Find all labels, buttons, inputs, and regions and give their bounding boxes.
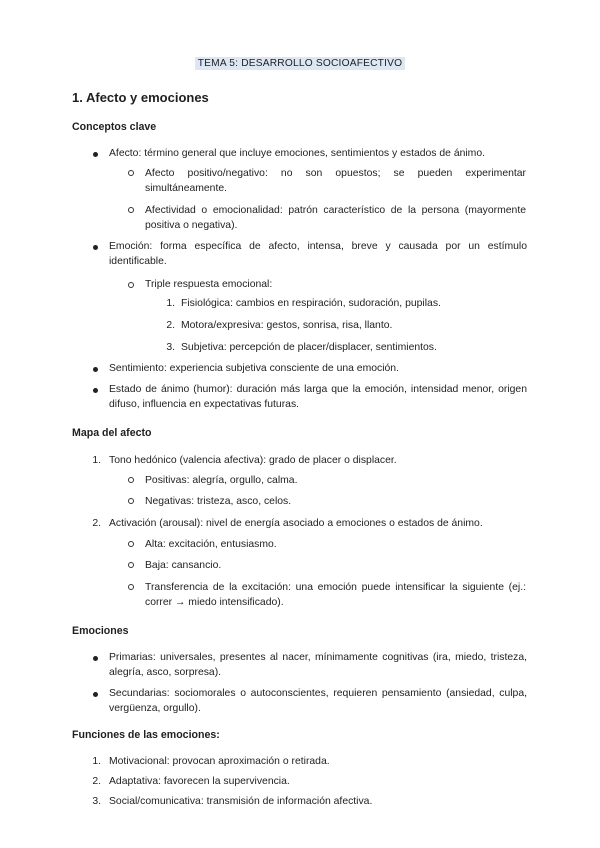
- conceptos-heading: Conceptos clave: [72, 121, 157, 133]
- emociones-heading: Emociones: [72, 625, 129, 637]
- list-number: 2.: [92, 776, 101, 787]
- list-number: 1.: [92, 455, 101, 466]
- circle-bullet-icon: [128, 541, 134, 547]
- secundarias-text: Secundarias: sociomorales o autoconscientes, requieren pensamiento (ansiedad, culpa, vergüenza, orgullo).: [109, 688, 527, 714]
- bullet-icon: [93, 656, 98, 661]
- triple-item: Subjetiva: percepción de placer/displacer, sentimientos.: [181, 342, 437, 353]
- tono-sub: Positivas: alegría, orgullo, calma.: [145, 475, 298, 486]
- afecto-text: Afecto: término general que incluye emociones, sentimientos y estados de ánimo.: [109, 148, 486, 159]
- bullet-icon: [93, 388, 98, 393]
- section-heading: 1. Afecto y emociones: [72, 90, 209, 105]
- circle-bullet-icon: [128, 282, 134, 288]
- emocion-text: Emoción: forma específica de afecto, intensa, breve y causada por un estímulo identificable.: [109, 241, 527, 267]
- circle-bullet-icon: [128, 562, 134, 568]
- circle-bullet-icon: [128, 170, 134, 176]
- funcion-item: Motivacional: provocan aproximación o retirada.: [109, 756, 330, 767]
- triple-item: Fisiológica: cambios en respiración, sudoración, pupilas.: [181, 298, 441, 309]
- funcion-item: Adaptativa: favorecen la supervivencia.: [109, 776, 290, 787]
- circle-bullet-icon: [128, 477, 134, 483]
- bullet-icon: [93, 152, 98, 157]
- mapa-heading: Mapa del afecto: [72, 427, 152, 439]
- circle-bullet-icon: [128, 584, 134, 590]
- list-number: 2.: [166, 320, 175, 331]
- list-number: 2.: [92, 518, 101, 529]
- triple-text: Triple respuesta emocional:: [145, 279, 273, 290]
- tono-sub: Negativas: tristeza, asco, celos.: [145, 496, 292, 507]
- document-title: [0, 56, 600, 71]
- bullet-icon: [93, 245, 98, 250]
- afecto-sub1: Afecto positivo/negativo: no son opuestos; se pueden experimentar simultáneamente.: [145, 168, 526, 194]
- activacion-text: Activación (arousal): nivel de energía asociado a emociones o estados de ánimo.: [109, 518, 483, 529]
- sentimiento-text: Sentimiento: experiencia subjetiva consciente de una emoción.: [109, 363, 399, 374]
- activacion-sub: Alta: excitación, entusiasmo.: [145, 539, 277, 550]
- list-number: 3.: [92, 796, 101, 807]
- circle-bullet-icon: [128, 207, 134, 213]
- funcion-item: Social/comunicativa: transmisión de información afectiva.: [109, 796, 373, 807]
- circle-bullet-icon: [128, 498, 134, 504]
- afecto-sub2: Afectividad o emocionalidad: patrón característico de la persona (mayormente positiva o negativa).: [145, 205, 526, 231]
- activacion-sub: Baja: cansancio.: [145, 560, 222, 571]
- bullet-icon: [93, 367, 98, 372]
- bullet-icon: [93, 692, 98, 697]
- tono-text: Tono hedónico (valencia afectiva): grado de placer o displacer.: [109, 455, 397, 466]
- list-number: 1.: [92, 756, 101, 767]
- estado-text: Estado de ánimo (humor): duración más larga que la emoción, intensidad menor, origen difuso, influencia en expectativas futuras.: [109, 384, 527, 410]
- list-number: 3.: [166, 342, 175, 353]
- activacion-sub: Transferencia de la excitación: una emoción puede intensificar la siguiente (ej.: correr → miedo intensificado).: [145, 582, 526, 608]
- list-number: 1.: [166, 298, 175, 309]
- title-text: TEMA 5: DESARROLLO SOCIOAFECTIVO: [195, 57, 406, 70]
- triple-item: Motora/expresiva: gestos, sonrisa, risa, llanto.: [181, 320, 393, 331]
- funciones-heading: Funciones de las emociones:: [72, 729, 220, 741]
- primarias-text: Primarias: universales, presentes al nacer, mínimamente cognitivas (ira, miedo, tristeza, alegría, asco, sorpresa).: [109, 652, 527, 678]
